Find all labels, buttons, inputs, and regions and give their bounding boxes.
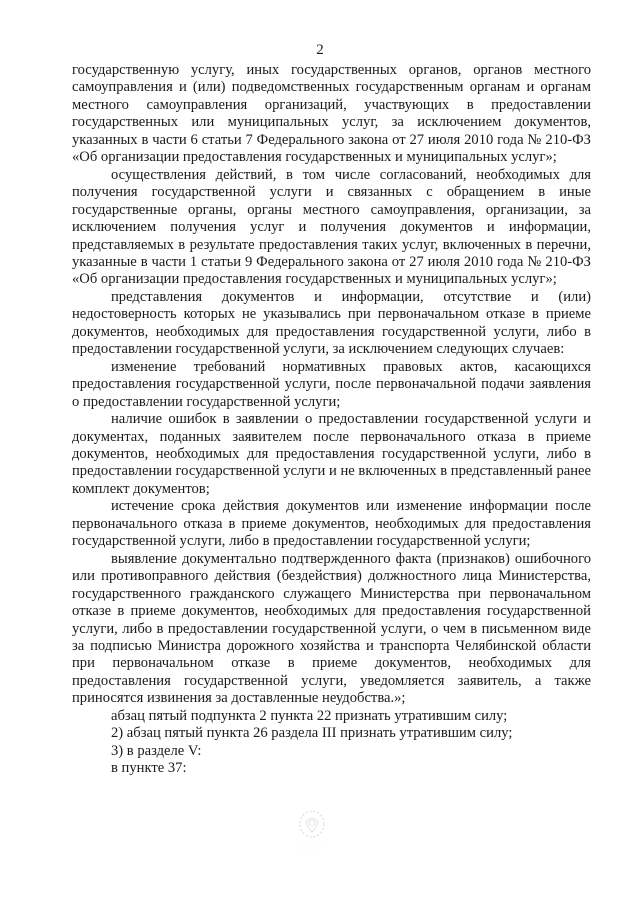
paragraph: государственную услугу, иных государственных органов, органов местного самоуправления и (или) подведомственных государственным органам и органам местного самоуправления организаций, участвующих в предоставлении государственных или муниципальных услуг, за исключением документов, указанных в части 6 статьи 7 Федерального закона от 27 июля 2010 года № 210-ФЗ «Об организации предоставления государственных и муниципальных услуг»; [72, 62, 591, 166]
paragraph: 3) в разделе V: [111, 742, 202, 759]
paragraph: 2) абзац пятый пункта 26 раздела III признать утратившим силу; [111, 725, 513, 742]
paragraph: абзац пятый подпункта 2 пункта 22 признать утратившим силу; [111, 707, 508, 724]
paragraph: в пункте 37: [111, 760, 187, 777]
seal-stamp-icon [293, 808, 331, 854]
paragraph: изменение требований нормативных правовых актов, касающихся предоставления государственной услуги, после первоначальной подачи заявления о предоставлении государственной услуги; [72, 358, 591, 410]
paragraph: выявление документально подтвержденного факта (признаков) ошибочного или противоправного действия (бездействия) должностного лица Министерства, государственного гражданского служащего Министерства при первоначальном отказе в приеме документов, необходимых для предоставления государственной услуги, либо в предоставлении государственной услуги, о чем в письменном виде за подписью Министра дорожного хозяйства и транспорта Челябинской области при первоначальном отказе в приеме документов, необходимых для предоставления государственной услуги, уведомляется заявитель, а также приносятся извинения за доставленные неудобства.»; [72, 550, 591, 707]
paragraph: наличие ошибок в заявлении о предоставлении государственной услуги и документах, поданных заявителем после первоначального отказа в приеме документов, необходимых для предоставления государственной услуги, либо в предоставлении государственной услуги и не включенных в представленный ранее комплект документов; [72, 411, 591, 497]
paragraph: представления документов и информации, отсутствие и (или) недостоверность которых не указывались при первоначальном отказе в приеме документов, необходимых для предоставления государственной услуги, либо в предоставлении государственной услуги, за исключением следующих случаев: [72, 288, 591, 358]
document-body [72, 62, 591, 778]
page-number: 2 [316, 42, 324, 58]
paragraph: истечение срока действия документов или изменение информации после первоначального отказа в приеме документов, необходимых для предоставления государственной услуги, либо в предоставлении государственной услуги; [72, 498, 591, 550]
paragraph: осуществления действий, в том числе согласований, необходимых для получения государственной услуги и связанных с обращением в иные государственные органы, органы местного самоуправления, организации, за исключением получения услуг и получения документов и информации, представляемых в результате предоставления таких услуг, включенных в перечни, указанные в части 1 статьи 9 Федерального закона от 27 июля 2010 года № 210-ФЗ «Об организации предоставления государственных и муниципальных услуг»; [72, 166, 591, 288]
